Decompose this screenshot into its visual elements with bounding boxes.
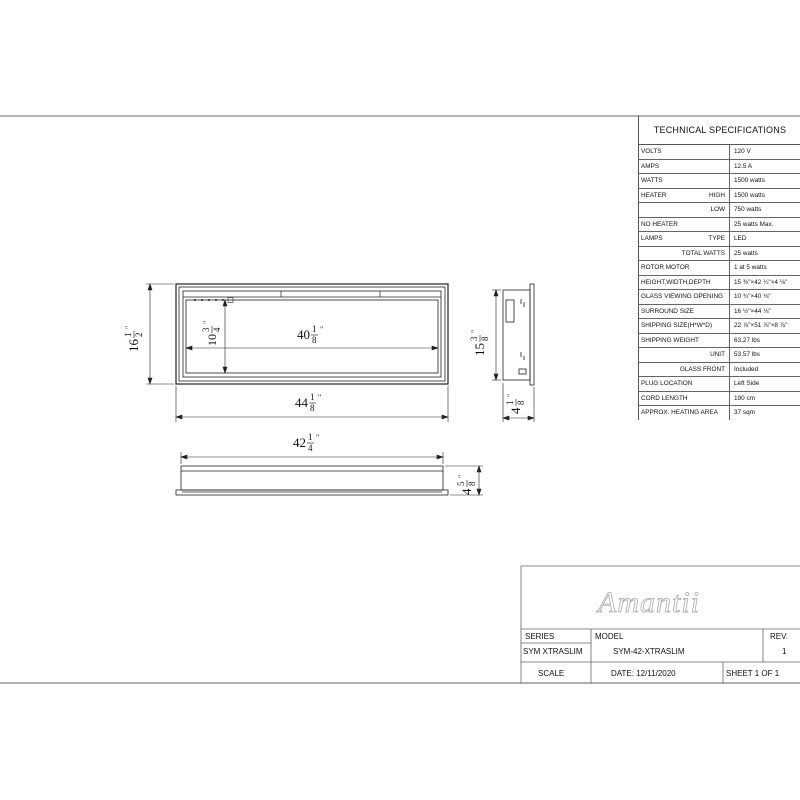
series-label: SERIES xyxy=(525,632,555,641)
spec-row-value: 120 V xyxy=(734,148,751,155)
svg-text:1: 1 xyxy=(123,332,133,337)
spec-label-primary: GLASS VIEWING OPENING xyxy=(641,293,724,300)
svg-text:": " xyxy=(318,393,322,402)
top-view xyxy=(176,466,448,495)
svg-text:1: 1 xyxy=(505,400,515,405)
spec-row-label xyxy=(639,203,730,217)
company-logo: Amantii xyxy=(598,586,700,619)
spec-row xyxy=(639,218,800,233)
spec-row-label xyxy=(639,247,730,261)
spec-label-primary: APPROX. HEATING AREA xyxy=(641,409,718,416)
spec-row-value: 16 ½"×44 ⅛" xyxy=(734,307,771,315)
spec-label-secondary: UNIT xyxy=(710,351,725,358)
spec-row xyxy=(639,203,800,218)
spec-row-value: 25 watts Max. xyxy=(734,220,774,228)
spec-row-label xyxy=(639,348,730,362)
svg-text:8: 8 xyxy=(312,335,317,345)
spec-row-label xyxy=(639,218,730,232)
spec-row xyxy=(639,392,800,407)
spec-label-primary: ROTOR MOTOR xyxy=(641,264,690,271)
spec-row-value: 25 watts xyxy=(734,249,758,257)
label-glass-width xyxy=(297,324,323,345)
spec-row-label xyxy=(639,189,730,203)
spec-row-label xyxy=(639,392,730,406)
spec-label-primary: SHIPPING WEIGHT xyxy=(641,336,699,344)
scale-label: SCALE xyxy=(538,669,565,678)
series-value: SYM XTRASLIM xyxy=(523,647,583,656)
date-label: DATE: 12/11/2020 xyxy=(611,669,676,678)
spec-label-primary: AMPS xyxy=(641,162,660,170)
label-surround-width xyxy=(295,392,321,413)
spec-row-label xyxy=(639,377,730,391)
label-overall-height xyxy=(123,326,144,352)
svg-text:8: 8 xyxy=(467,481,477,486)
spec-row-label xyxy=(639,145,730,159)
spec-row-label xyxy=(639,305,730,319)
spec-label-secondary: LOW xyxy=(710,206,725,213)
spec-row xyxy=(639,305,800,320)
spec-label-primary: HEIGHT,WIDTH,DEPTH xyxy=(641,278,711,286)
svg-text:5: 5 xyxy=(456,481,466,486)
label-side-depth xyxy=(505,394,526,414)
spec-row xyxy=(639,406,800,420)
spec-label-secondary: TYPE xyxy=(708,235,725,242)
spec-row xyxy=(639,290,800,305)
spec-row-value: 1500 watts xyxy=(734,177,765,184)
svg-text:4: 4 xyxy=(459,488,474,495)
spec-row-label xyxy=(639,406,730,420)
svg-text:": " xyxy=(470,329,479,333)
svg-text:42: 42 xyxy=(293,435,306,450)
spec-row-label xyxy=(639,261,730,275)
svg-text:": " xyxy=(457,474,466,478)
spec-row xyxy=(639,261,800,276)
spec-row xyxy=(639,160,800,175)
rev-label: REV. xyxy=(770,632,788,641)
spec-row-value: 15 ⅜"×42 ¼"×4 ⅛" xyxy=(734,278,788,286)
spec-row-value: 1500 watts xyxy=(734,191,765,199)
svg-text:44: 44 xyxy=(295,395,308,410)
model-label: MODEL xyxy=(595,632,624,641)
svg-text:10: 10 xyxy=(205,334,219,346)
spec-row xyxy=(639,276,800,291)
spec-row xyxy=(639,319,800,334)
label-side-height xyxy=(469,330,490,356)
model-value: SYM-42-XTRASLIM xyxy=(613,647,685,656)
spec-row xyxy=(639,247,800,262)
svg-text:2: 2 xyxy=(134,332,144,337)
spec-row-label xyxy=(639,232,730,246)
spec-row-label xyxy=(639,319,730,333)
dim-top-width xyxy=(181,452,443,464)
spec-row xyxy=(639,377,800,392)
svg-text:15: 15 xyxy=(472,343,487,356)
svg-text:40: 40 xyxy=(297,327,310,342)
spec-label-primary: LAMPS xyxy=(641,235,663,242)
svg-text:16: 16 xyxy=(126,339,141,352)
spec-row-label xyxy=(639,160,730,174)
label-glass-height xyxy=(201,321,222,346)
spec-row-label xyxy=(639,174,730,188)
svg-text:": " xyxy=(124,325,133,329)
front-view xyxy=(176,284,448,384)
title-block xyxy=(521,566,800,684)
spec-label-secondary: TOTAL WATTS xyxy=(681,249,725,257)
spec-label-primary: VOLTS xyxy=(641,148,662,155)
svg-text:4: 4 xyxy=(508,407,523,414)
dim-glass-height xyxy=(223,300,227,373)
svg-text:1: 1 xyxy=(308,432,313,442)
spec-row-value: Included xyxy=(734,365,759,373)
spec-row-value: Left Side xyxy=(734,380,760,387)
spec-row-value: 750 watts xyxy=(734,206,762,213)
spec-row-value: 37 sqm xyxy=(734,409,755,416)
svg-text:": " xyxy=(202,320,211,324)
svg-text:": " xyxy=(506,393,515,397)
spec-row-value: LED xyxy=(734,235,747,242)
svg-text:1: 1 xyxy=(312,324,317,334)
spec-row xyxy=(639,174,800,189)
svg-text:3: 3 xyxy=(201,327,211,332)
svg-text:1: 1 xyxy=(310,392,315,402)
svg-text:8: 8 xyxy=(516,400,526,405)
svg-text:8: 8 xyxy=(310,403,315,413)
spec-row-value: 10 ¾"×40 ⅛" xyxy=(734,293,771,300)
spec-row xyxy=(639,189,800,204)
spec-row-value: 63.27 lbs xyxy=(734,336,760,344)
spec-label-secondary: HIGH xyxy=(709,191,725,199)
svg-text:4: 4 xyxy=(308,443,313,453)
spec-row xyxy=(639,363,800,378)
spec-row-value: 22 ⅞"×51 ⅞"×8 ⅞" xyxy=(734,322,788,329)
label-top-depth xyxy=(456,475,477,495)
svg-text:4: 4 xyxy=(212,327,222,332)
rev-value: 1 xyxy=(782,647,787,656)
spec-row-value: 53.57 lbs xyxy=(734,351,760,358)
spec-row-label xyxy=(639,363,730,377)
spec-row-value: 190 cm xyxy=(734,394,755,402)
spec-row xyxy=(639,334,800,349)
spec-row xyxy=(639,232,800,247)
spec-label-primary: PLUG LOCATION xyxy=(641,380,693,387)
spec-label-primary: SHIPPING SIZE(H*W*D) xyxy=(641,322,713,329)
label-top-width xyxy=(293,432,319,453)
side-view xyxy=(503,284,534,385)
spec-row xyxy=(639,145,800,160)
dim-side-height xyxy=(492,290,501,380)
dim-glass-width xyxy=(186,346,438,350)
spec-label-primary: HEATER xyxy=(641,191,667,199)
svg-text:8: 8 xyxy=(480,336,490,341)
spec-label-primary: WATTS xyxy=(641,177,663,184)
dim-overall-height xyxy=(146,284,174,384)
spec-label-primary: CORD LENGTH xyxy=(641,394,688,402)
spec-label-primary: SURROUND SIZE xyxy=(641,307,694,315)
spec-row-label xyxy=(639,290,730,304)
svg-text:": " xyxy=(316,433,320,442)
spec-label-primary: NO HEATER xyxy=(641,220,678,228)
spec-row-label xyxy=(639,334,730,348)
spec-row-value: 1 at 5 watts xyxy=(734,264,767,271)
spec-table-title: TECHNICAL SPECIFICATIONS xyxy=(639,116,800,145)
spec-row-label xyxy=(639,276,730,290)
spec-row-value: 12.5 A xyxy=(734,162,753,170)
svg-text:3: 3 xyxy=(469,336,479,341)
spec-label-secondary: GLASS FRONT xyxy=(679,365,725,373)
svg-text:": " xyxy=(320,325,324,334)
technical-specifications-table xyxy=(638,116,800,420)
spec-row xyxy=(639,348,800,363)
sheet-label: SHEET 1 OF 1 xyxy=(726,669,780,678)
